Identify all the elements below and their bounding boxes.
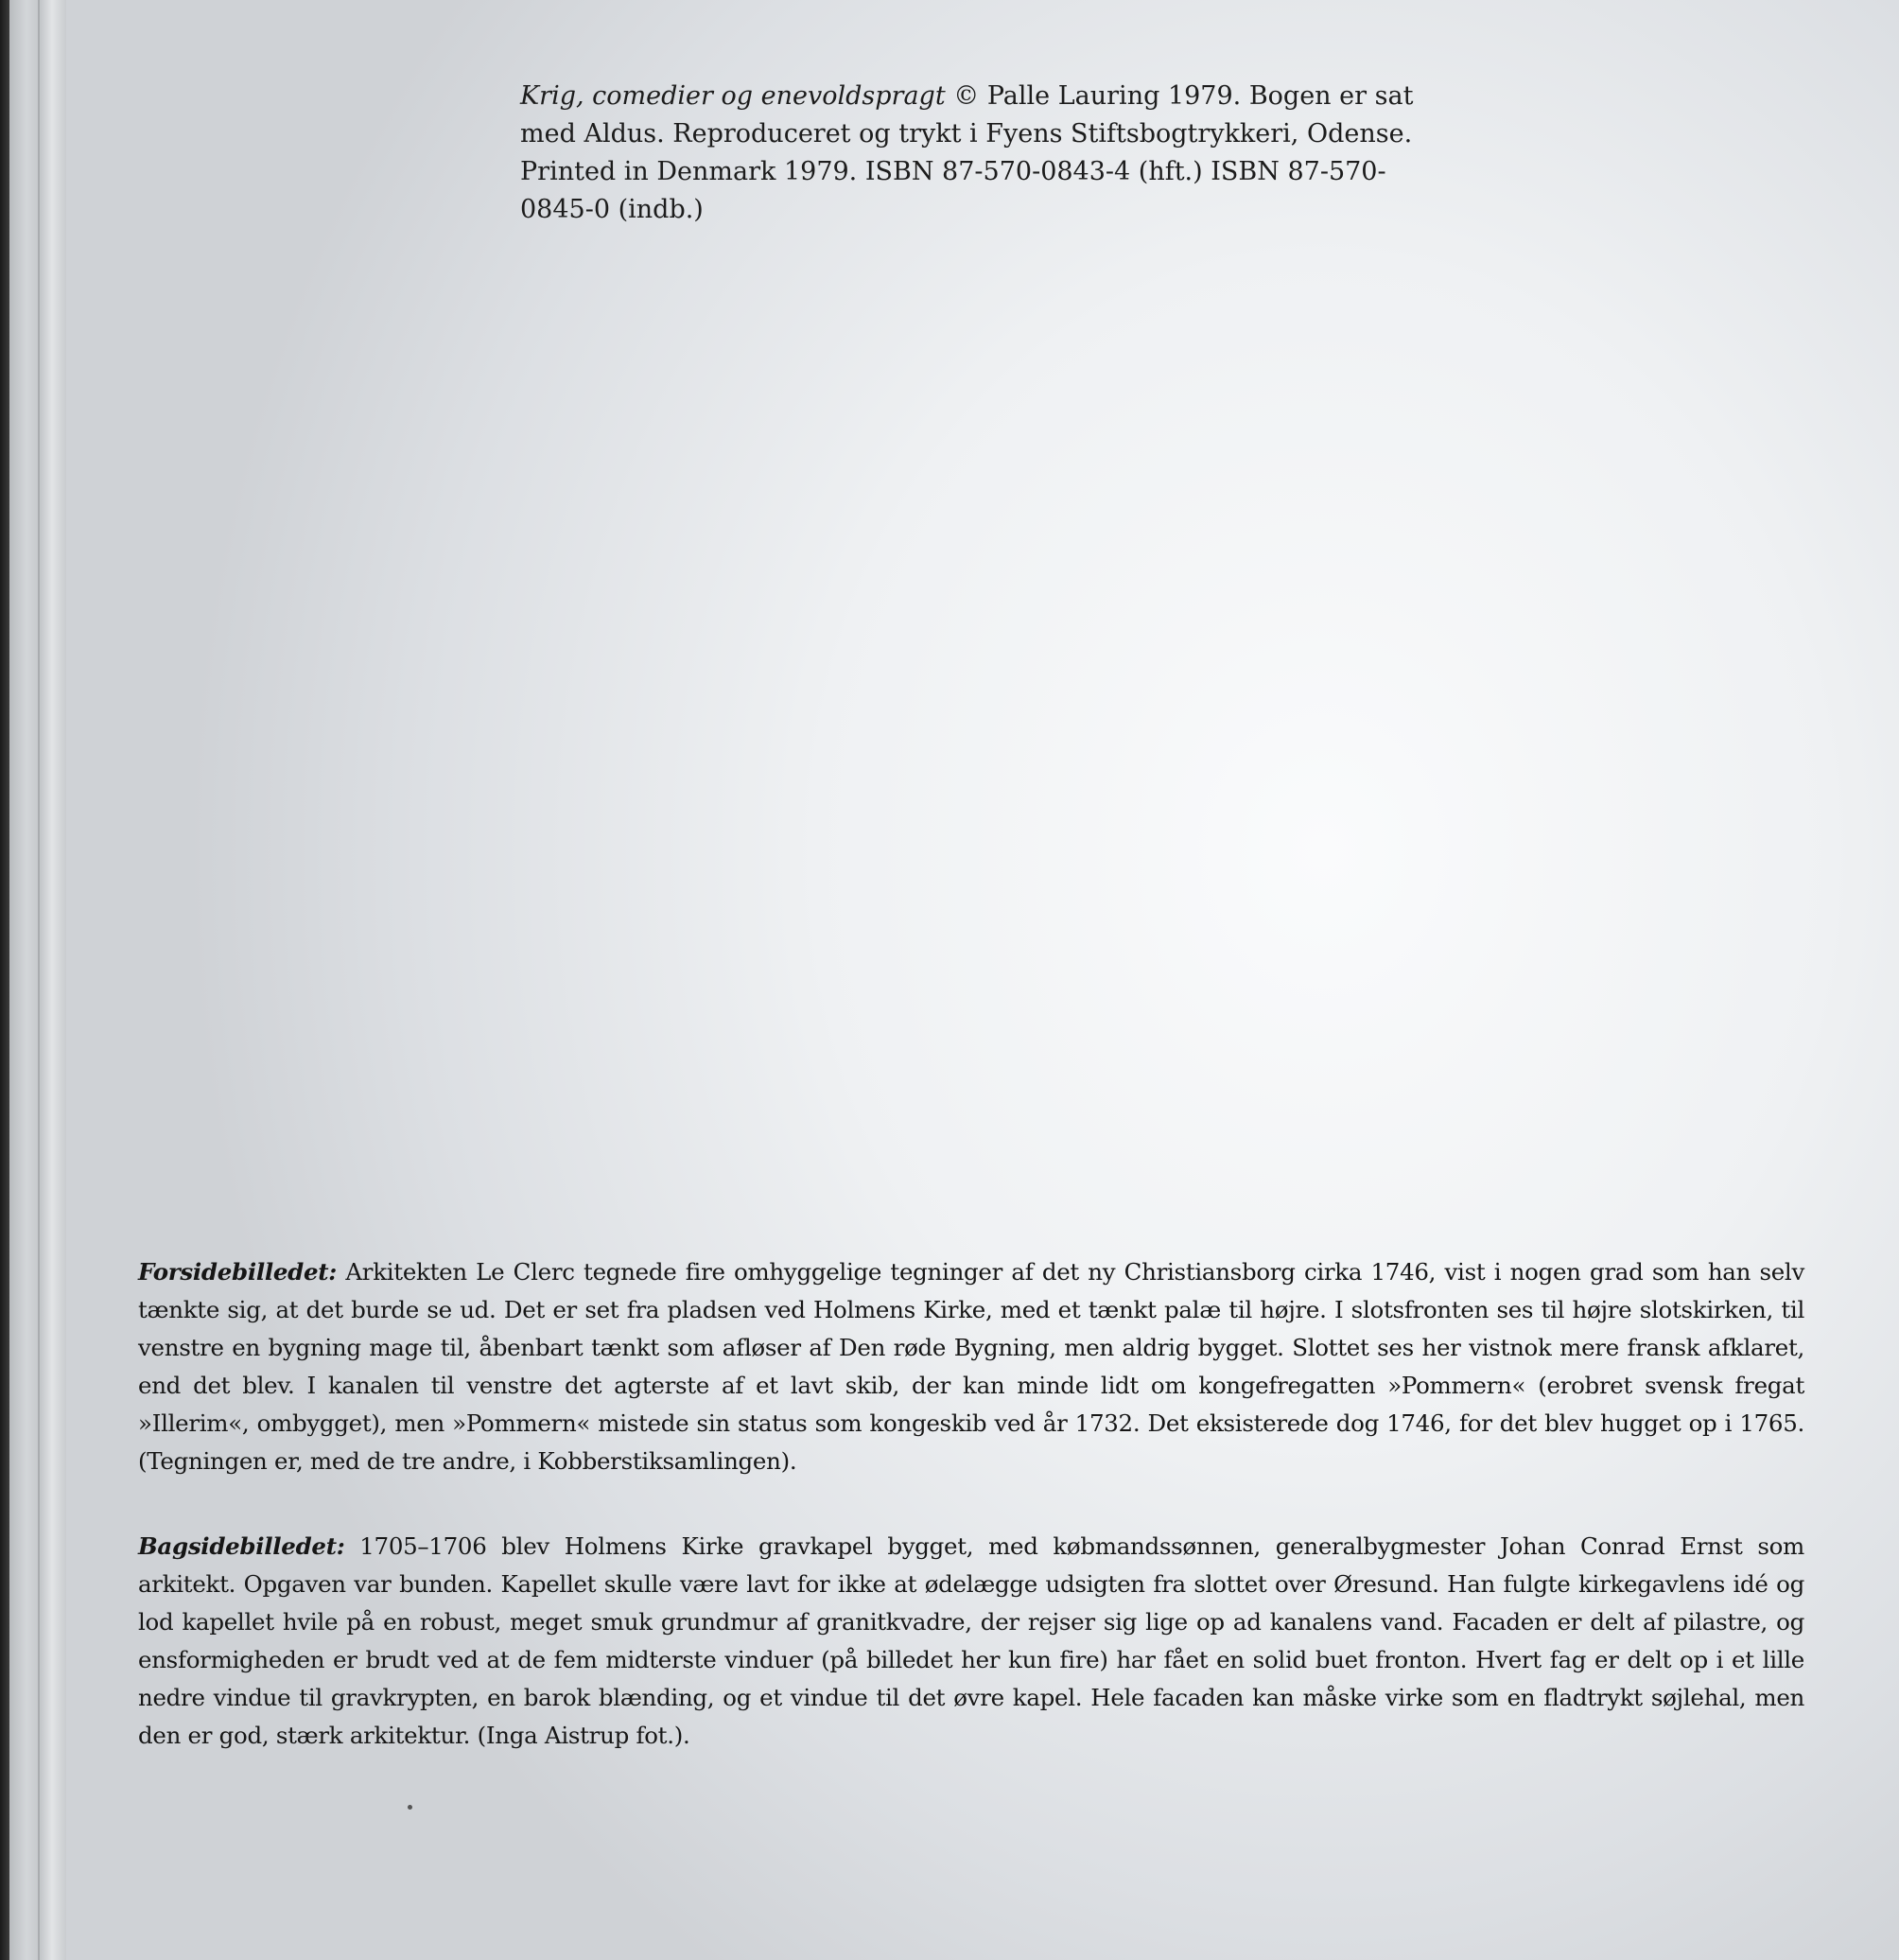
back-cover-caption-text: 1705–1706 blev Holmens Kirke gravkapel bygget, med købmandssønnen, generalbygmester Johan Conrad Ernst som arkitekt. Opgaven var bunden. Kapellet skulle være lavt for ikke at ødelægge udsigten fra slottet over Øresund. Han fulgte kirkegavlens idé og lod kapellet hvile på en robust, meget smuk grundmur af granitkvadre, der rejser sig lige op ad kanalens vand. Facaden er delt af pilastre, og ensformigheden er brudt ved at de fem midterste vinduer (på billedet her kun fire) har fået en solid buet fronton. Hvert fag er delt op i et lille nedre vindue til gravkrypten, en barok blænding, og et vindue til det øvre kapel. Hele facaden kan måske virke som en fladtrykt søjlehal, men den er god, stærk arkitektur. (Inga Aistrup fot.). bbox=[138, 1532, 1804, 1749]
back-cover-caption-label: Bagsidebilledet: bbox=[138, 1532, 345, 1560]
back-cover-caption bbox=[138, 1528, 1804, 1755]
front-cover-caption bbox=[138, 1253, 1804, 1480]
book-title: Krig, comedier og enevoldspragt bbox=[520, 81, 946, 111]
book-spine-shadow bbox=[0, 0, 9, 1960]
imprint-details: © Palle Lauring 1979. Bogen er sat med Aldus. Reproduceret og trykt i Fyens Stiftsbogtrykkeri, Odense. Printed in Denmark 1979. ISBN 87-570-0843-4 (hft.) ISBN 87-570-0845-0 (indb.) bbox=[520, 81, 1414, 224]
front-cover-caption-label: Forsidebilledet: bbox=[138, 1258, 338, 1286]
front-cover-caption-text: Arkitekten Le Clerc tegnede fire omhyggelige tegninger af det ny Christiansborg cirka 1746, vist i nogen grad som han selv tænkte sig, at det burde se ud. Det er set fra pladsen ved Holmens Kirke, med et tænkt palæ til højre. I slotsfronten ses til højre slotskirken, til venstre en bygning mage til, åbenbart tænkt som afløser af Den røde Bygning, men aldrig bygget. Slottet ses her vistnok mere fransk afklaret, end det blev. I kanalen til venstre det agterste af et lavt skib, der kan minde lidt om kongefregatten »Pommern« (erobret svensk fregat »Illerim«, ombygget), men »Pommern« mistede sin status som kongeskib ved år 1732. Det eksisterede dog 1746, for det blev hugget op i 1765. (Tegningen er, med de tre andre, i Kobberstiksamlingen). bbox=[138, 1258, 1804, 1475]
paper-speck bbox=[408, 1805, 412, 1810]
colophon-imprint bbox=[520, 78, 1419, 229]
page-fold-line bbox=[38, 0, 40, 1960]
